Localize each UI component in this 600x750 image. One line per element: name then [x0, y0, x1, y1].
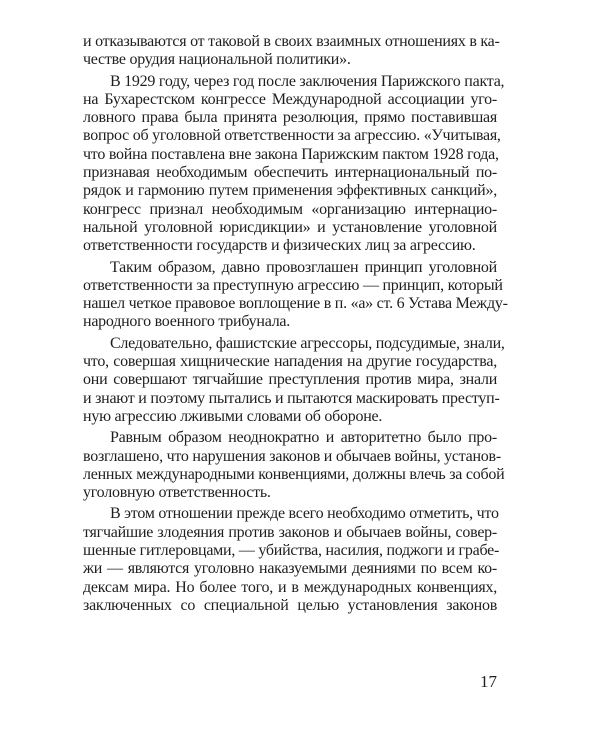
page-body: [83, 33, 508, 618]
paragraph: [83, 505, 500, 615]
paragraph: [83, 33, 500, 70]
text-line: ленных международными конвенциями, должны влечь за собой: [83, 465, 505, 483]
text-line: жи — являются уголовно наказуемыми деяниями по всем ко-: [83, 560, 497, 578]
text-line: возглашено, что нарушения законов и обычаев войны, установ-: [83, 447, 501, 465]
text-line: вопрос об уголовной ответственности за агрессию. «Учитывая,: [83, 127, 501, 145]
text-line: конгресс признал необходимым «организацию интернацио-: [83, 200, 497, 218]
text-line: шенные гитлеровцами, — убийства, насилия, поджоги и грабе-: [83, 542, 500, 560]
text-line: что война поставлена вне закона Парижским пактом 1928 года,: [83, 145, 499, 163]
text-line: нальной уголовной юрисдикции» и установление уголовной: [83, 218, 497, 236]
text-line: и знают и поэтому пытались и пытаются маскировать преступ-: [83, 389, 500, 407]
page-number: 17: [480, 672, 497, 691]
text-line: уголовную ответственность.: [83, 484, 271, 502]
text-line: дексам мира. Но более того, и в международных конвенциях,: [83, 578, 497, 596]
text-line: тягчайшие злодеяния против законов и обычаев войны, совер-: [83, 523, 497, 541]
text-line: на Бухарестском конгрессе Международной ассоциации уго-: [83, 90, 497, 108]
paragraph: [83, 429, 505, 502]
text-line: ответственности за преступную агрессию — принцип, который: [83, 276, 503, 294]
text-line: Следовательно, фашистские агрессоры, подсудимые, знали,: [110, 334, 505, 352]
text-line: честве орудия национальной политики».: [83, 51, 351, 69]
paragraph: [83, 72, 505, 256]
text-line: ную агрессию лживыми словами об обороне.: [83, 407, 383, 425]
text-line: заключенных со специальной целью установления законов: [83, 596, 497, 614]
text-line: ответственности государств и физических лиц за агрессию.: [83, 237, 476, 255]
text-line: ловного права была принята резолюция, прямо поставившая: [83, 109, 497, 127]
text-line: они совершают тягчайшие преступления против мира, знали: [83, 371, 497, 389]
text-line: Равным образом неоднократно и авторитетно было про-: [110, 429, 497, 447]
text-line: нашел четкое правовое воплощение в п. «а» ст. 6 Устава Между-: [83, 295, 508, 313]
text-line: В 1929 году, через год после заключения Парижского пакта,: [110, 72, 505, 90]
text-line: признавая необходимым обеспечить интернациональный по-: [83, 164, 497, 182]
text-line: народного военного трибунала.: [83, 313, 291, 331]
text-line: и отказываются от таковой в своих взаимных отношениях в ка-: [83, 33, 500, 50]
text-line: что, совершая хищнические нападения на другие государства,: [83, 353, 497, 371]
paragraph: [83, 334, 505, 426]
text-line: В этом отношении прежде всего необходимо отметить, что: [110, 505, 499, 523]
text-line: рядок и гармонию путем применения эффективных санкций»,: [83, 182, 497, 200]
text-line: Таким образом, давно провозглашен принцип уголовной: [110, 258, 497, 276]
paragraph: [83, 258, 508, 332]
